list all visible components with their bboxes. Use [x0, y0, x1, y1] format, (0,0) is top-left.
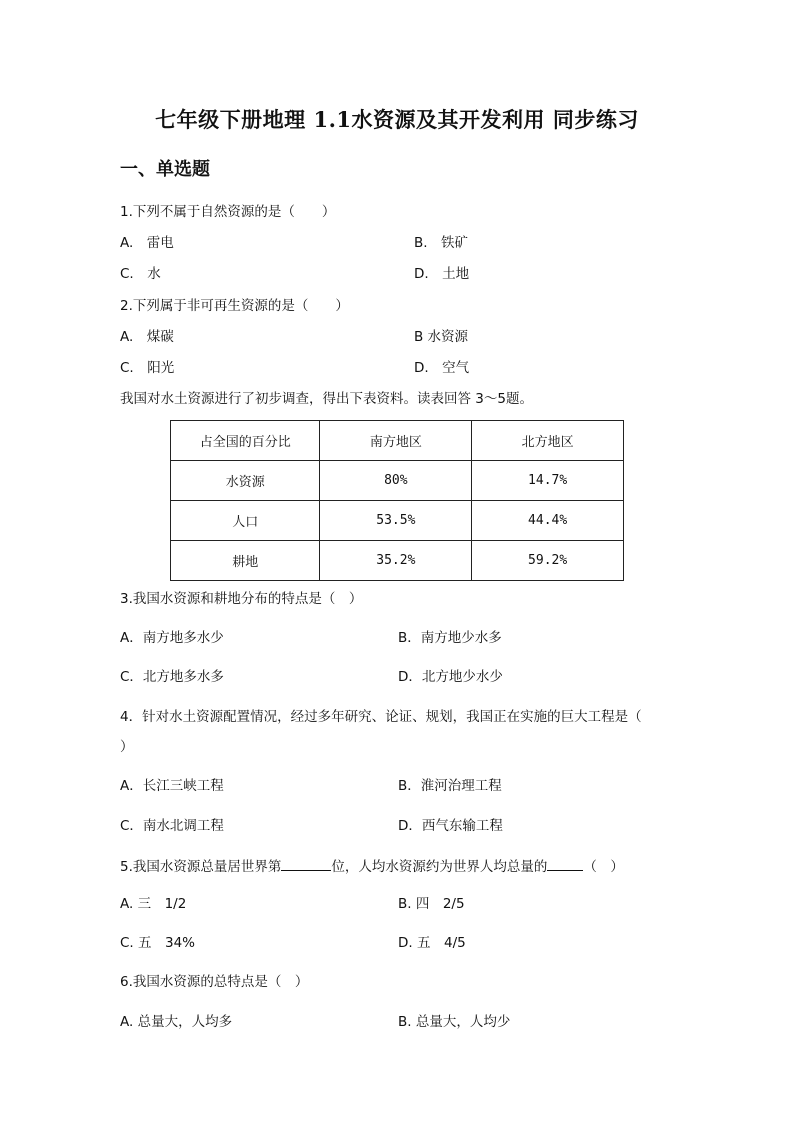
question-2-stem: 2.下列属于非可再生资源的是（ ） [120, 298, 349, 314]
table-cell: 14.7% [472, 461, 624, 501]
question-5-option-d: D. 五 4/5 [398, 935, 466, 951]
question-6-option-a: A. 总量大，人均多 [120, 1014, 233, 1030]
page-title: 七年级下册地理 1.1水资源及其开发利用 同步练习 [155, 107, 639, 132]
table-header-cell: 南方地区 [320, 421, 472, 461]
question-4-option-b: B．淮河治理工程 [398, 778, 502, 794]
question-5-stem [120, 856, 624, 876]
table-cell: 35.2% [320, 541, 472, 581]
question-2-option-b: B 水资源 [414, 329, 469, 345]
question-5-stem-part-3: （ ） [583, 859, 624, 875]
table-cell: 耕地 [171, 541, 320, 581]
table-cell: 人口 [171, 501, 320, 541]
question-1-option-d: D. 土地 [414, 266, 470, 282]
question-5-stem-part-2: 位，人均水资源约为世界人均总量的 [331, 859, 548, 875]
table-cell: 53.5% [320, 501, 472, 541]
question-5-stem-part-1: 5.我国水资源总量居世界第 [120, 859, 282, 875]
table-row [171, 461, 624, 501]
question-4-option-d: D．西气东输工程 [398, 818, 503, 834]
question-2-option-c: C. 阳光 [120, 360, 175, 376]
question-4-option-a: A．长江三峡工程 [120, 778, 224, 794]
section-heading: 一、单选题 [120, 159, 210, 180]
question-5-option-b: B. 四 2/5 [398, 896, 465, 912]
question-5-option-c: C. 五 34% [120, 935, 196, 951]
resource-table [170, 420, 624, 581]
table-intro: 我国对水土资源进行了初步调查，得出下表资料。读表回答 3～5题。 [120, 391, 533, 407]
question-3-stem: 3.我国水资源和耕地分布的特点是（ ） [120, 591, 363, 607]
question-1-option-a: A. 雷电 [120, 235, 174, 251]
question-1-option-c: C. 水 [120, 266, 161, 282]
question-6-stem: 6.我国水资源的总特点是（ ） [120, 974, 309, 990]
table-cell: 44.4% [472, 501, 624, 541]
question-5-option-a: A. 三 1/2 [120, 896, 187, 912]
question-4-stem-line-2: ） [120, 739, 134, 755]
question-2-option-a: A. 煤碳 [120, 329, 174, 345]
table-row [171, 541, 624, 581]
table-header-cell: 北方地区 [472, 421, 624, 461]
table-cell: 水资源 [171, 461, 320, 501]
question-4-stem-line-1: 4．针对水土资源配置情况，经过多年研究、论证、规划，我国正在实施的巨大工程是（ [120, 709, 642, 725]
question-1-option-b: B. 铁矿 [414, 235, 469, 251]
table-cell: 59.2% [472, 541, 624, 581]
answer-blank-1 [281, 856, 331, 871]
table-row [171, 501, 624, 541]
question-3-option-d: D．北方地少水少 [398, 669, 503, 685]
question-3-option-a: A．南方地多水少 [120, 630, 224, 646]
question-6-option-b: B. 总量大，人均少 [398, 1014, 511, 1030]
question-4-option-c: C．南水北调工程 [120, 818, 224, 834]
table-header-row [171, 421, 624, 461]
question-3-option-b: B．南方地少水多 [398, 630, 502, 646]
question-3-option-c: C．北方地多水多 [120, 669, 224, 685]
answer-blank-2 [547, 856, 583, 871]
table-cell: 80% [320, 461, 472, 501]
question-2-option-d: D. 空气 [414, 360, 470, 376]
table-header-cell: 占全国的百分比 [171, 421, 320, 461]
question-1-stem: 1.下列不属于自然资源的是（ ） [120, 204, 336, 220]
